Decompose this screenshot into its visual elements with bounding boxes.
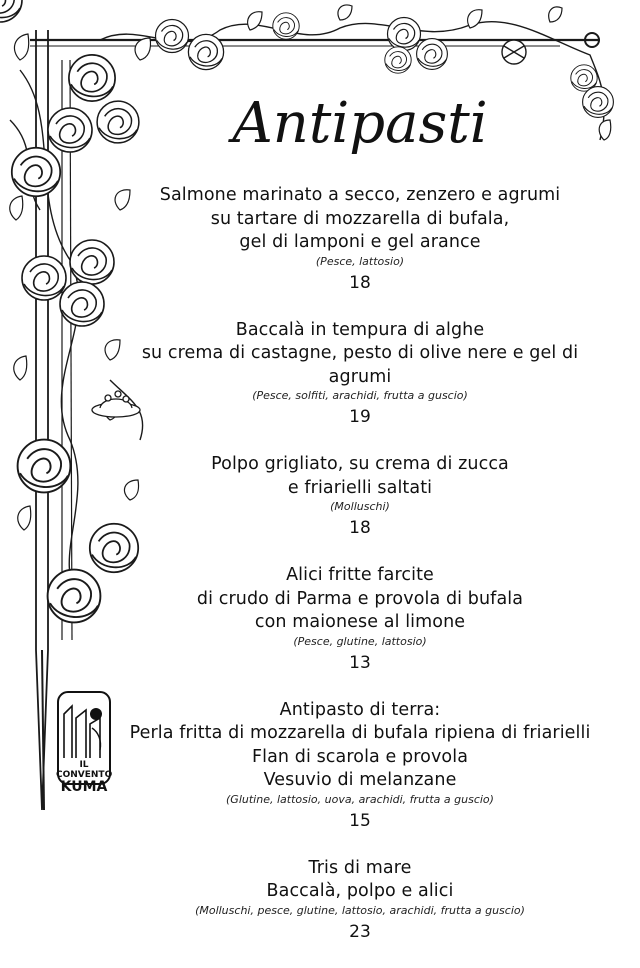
allergens: (Molluschi) <box>330 500 390 513</box>
allergens: (Pesce, glutine, lattosio) <box>293 634 427 648</box>
price: 13 <box>349 652 371 673</box>
menu-item <box>110 699 610 834</box>
menu-item <box>110 564 610 676</box>
dish-line: Antipasto di terra: <box>279 699 441 720</box>
dish-line: con maionese al limone <box>254 612 466 632</box>
menu-item <box>110 857 610 945</box>
price: 18 <box>349 272 371 293</box>
dish-line: su tartare di mozzarella di bufala, <box>210 208 510 229</box>
dish-line: Polpo grigliato, su crema di zucca <box>211 454 509 474</box>
dish-line: di crudo di Parma e provola di bufala <box>196 588 524 609</box>
price: 15 <box>349 810 371 831</box>
dish-line: Alici fritte farcite <box>286 565 434 585</box>
dish-line: gel di lamponi e gel arance <box>239 232 481 252</box>
menu-item <box>110 453 610 541</box>
dish-line: e friarielli saltati <box>287 477 433 498</box>
logo-text <box>56 760 112 795</box>
dish-line: Baccalà in tempura di alghe <box>235 319 485 340</box>
menu-item <box>110 319 610 431</box>
price: 19 <box>349 407 371 427</box>
dish-line: Vesuvio di melanzane <box>263 770 457 790</box>
price: 18 <box>349 518 371 538</box>
page-title: Antipasti <box>232 91 488 156</box>
logo-text-line: IL CONVENTO <box>56 760 113 780</box>
allergens: (Molluschi, pesce, glutine, lattosio, arachidi, frutta a guscio) <box>195 903 525 917</box>
menu-item <box>110 184 610 296</box>
allergens: (Pesce, solfiti, arachidi, frutta a guscio) <box>252 389 468 402</box>
menu-list <box>110 184 610 968</box>
allergens: (Pesce, lattosio) <box>315 254 405 268</box>
price: 23 <box>349 921 371 942</box>
dish-line: su crema di castagne, pesto di olive nere e gel di agrumi <box>141 343 579 387</box>
dish-line: Perla fritta di mozzarella di bufala ripiena di friarielli <box>129 723 591 743</box>
allergens: (Glutine, lattosio, uova, arachidi, frutta a guscio) <box>226 792 494 806</box>
dish-line: Salmone marinato a secco, zenzero e agrumi <box>159 185 561 205</box>
dish-line: Baccalà, polpo e alici <box>266 881 454 901</box>
logo-text-line: KUMA <box>60 779 108 795</box>
dish-line: Flan di scarola e provola <box>251 746 469 767</box>
dish-line: Tris di mare <box>308 857 412 878</box>
